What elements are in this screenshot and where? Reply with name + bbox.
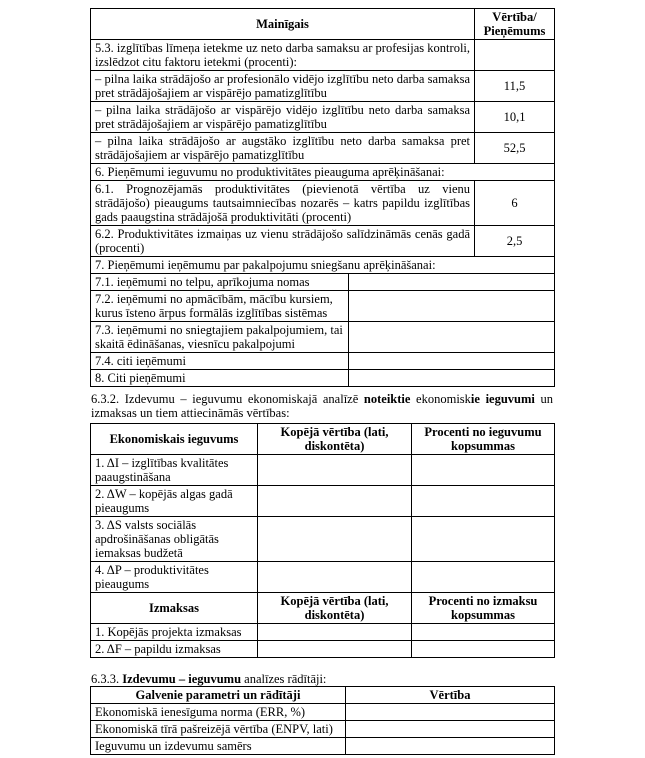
benefits-costs-table xyxy=(90,423,555,658)
benefit-row xyxy=(91,455,555,486)
cost-label: 2. ΔF – papildu izmaksas xyxy=(91,641,258,658)
benefit-label: 4. ΔP – produktivitātes pieaugums xyxy=(91,562,258,593)
benefits-header-col1: Ekonomiskais ieguvums xyxy=(91,424,258,455)
assumption-label: – pilna laika strādājošo ar profesionālo vidējo izglītību neto darba samaksa pret strādājošajiem ar vispārējo pamatizglītību xyxy=(91,71,475,102)
assumption-value: 52,5 xyxy=(475,133,555,164)
cost-label: 1. Kopējās projekta izmaksas xyxy=(91,624,258,641)
benefit-total-value xyxy=(258,486,412,517)
indicator-label: Ekonomiskā ienesīguma norma (ERR, %) xyxy=(91,704,346,721)
cost-row xyxy=(91,641,555,658)
benefit-label: 2. ΔW – kopējās algas gadā pieaugums xyxy=(91,486,258,517)
indicator-row xyxy=(91,738,555,755)
indicator-label: Ieguvumu un izdevumu samērs xyxy=(91,738,346,755)
assumption-label: 6.1. Prognozējamās produktivitātes (pievienotā vērtība uz vienu strādājošo) pieaugums tautsaimniecības nozarēs – katrs papildu izglītības gads paaugstina strādājošā produktivitāti (procenti) xyxy=(91,181,475,226)
assumption-value xyxy=(475,40,555,71)
costs-header-col3: Procenti no izmaksu kopsummas xyxy=(412,593,555,624)
assumption-value xyxy=(349,274,555,291)
benefit-total-value xyxy=(258,455,412,486)
cost-total-value xyxy=(258,624,412,641)
indicators-header-row xyxy=(91,687,555,704)
header-variable: Mainīgais xyxy=(91,9,475,40)
benefits-header-col3: Procenti no ieguvumu kopsummas xyxy=(412,424,555,455)
indicators-header-col2: Vērtība xyxy=(346,687,555,704)
benefit-total-value xyxy=(258,517,412,562)
indicator-value xyxy=(346,721,555,738)
benefits-header-row xyxy=(91,424,555,455)
assumption-label: 6.2. Produktivitātes izmaiņas uz vienu strādājošo salīdzināmās cenās gadā (procenti) xyxy=(91,226,475,257)
assumption-label: 7.1. ieņēmumi no telpu, aprīkojuma nomas xyxy=(91,274,349,291)
assumption-row xyxy=(91,370,555,387)
indicator-value xyxy=(346,704,555,721)
benefit-row xyxy=(91,486,555,517)
assumption-row xyxy=(91,102,555,133)
indicators-table xyxy=(90,686,555,755)
assumption-row xyxy=(91,257,555,274)
assumption-label: 7.3. ieņēmumi no sniegtajiem pakalpojumiem, tai skaitā ēdināšanas, viesnīcu pakalpojumi xyxy=(91,322,349,353)
assumption-row xyxy=(91,71,555,102)
benefit-percent xyxy=(412,562,555,593)
cost-row xyxy=(91,624,555,641)
assumption-section-label: 7. Pieņēmumi ieņēmumu par pakalpojumu sniegšanu aprēķināšanai: xyxy=(91,257,555,274)
assumption-label: – pilna laika strādājošo ar vispārējo vidējo izglītību neto darba samaksa pret strādājošajiem ar vispārējo pamatizglītību xyxy=(91,102,475,133)
assumption-value xyxy=(349,353,555,370)
section-6-3-2-text: 6.3.2. Izdevumu – ieguvumu ekonomiskajā analīzē noteiktie ekonomiskie ieguvumi un izmaksas un tiem attiecināmās vērtības: xyxy=(91,392,553,420)
assumption-value xyxy=(349,370,555,387)
assumptions-table xyxy=(90,8,555,387)
assumption-row xyxy=(91,226,555,257)
benefit-row xyxy=(91,517,555,562)
assumption-row xyxy=(91,40,555,71)
assumption-label: 8. Citi pieņēmumi xyxy=(91,370,349,387)
cost-percent xyxy=(412,624,555,641)
section-6-3-3-text: 6.3.3. Izdevumu – ieguvumu analīzes rādītāji: xyxy=(91,672,327,686)
assumption-value: 11,5 xyxy=(475,71,555,102)
assumption-row xyxy=(91,291,555,322)
cost-percent xyxy=(412,641,555,658)
benefit-percent xyxy=(412,517,555,562)
benefit-percent xyxy=(412,486,555,517)
assumption-value xyxy=(349,291,555,322)
assumption-row xyxy=(91,274,555,291)
assumption-value: 10,1 xyxy=(475,102,555,133)
assumption-label: 7.2. ieņēmumi no apmācībām, mācību kursiem, kurus īsteno ārpus formālās izglītības sistēmas xyxy=(91,291,349,322)
costs-header-col1: Izmaksas xyxy=(91,593,258,624)
benefit-total-value xyxy=(258,562,412,593)
assumption-value: 6 xyxy=(475,181,555,226)
indicators-header-col1: Galvenie parametri un rādītāji xyxy=(91,687,346,704)
cost-total-value xyxy=(258,641,412,658)
indicator-label: Ekonomiskā tīrā pašreizējā vērtība (ENPV, lati) xyxy=(91,721,346,738)
assumption-section-label: 6. Pieņēmumi ieguvumu no produktivitātes pieauguma aprēķināšanai: xyxy=(91,164,555,181)
assumption-row xyxy=(91,353,555,370)
assumption-row xyxy=(91,133,555,164)
costs-header-row xyxy=(91,593,555,624)
assumption-row xyxy=(91,164,555,181)
benefit-label: 3. ΔS valsts sociālās apdrošināšanas obligātās iemaksas budžetā xyxy=(91,517,258,562)
assumption-value xyxy=(349,322,555,353)
assumption-row xyxy=(91,181,555,226)
assumption-label: 5.3. izglītības līmeņa ietekme uz neto darba samaksu ar profesijas kontroli, izslēdzot citu faktoru ietekmi (procenti): xyxy=(91,40,475,71)
assumptions-header-row xyxy=(91,9,555,40)
benefits-header-col2: Kopējā vērtība (lati, diskontēta) xyxy=(258,424,412,455)
indicator-row xyxy=(91,704,555,721)
assumption-value: 2,5 xyxy=(475,226,555,257)
costs-header-col2: Kopējā vērtība (lati, diskontēta) xyxy=(258,593,412,624)
header-value: Vērtība/ Pieņēmums xyxy=(475,9,555,40)
assumption-label: – pilna laika strādājošo ar augstāko izglītību neto darba samaksa pret strādājošajiem ar vispārējo pamatizglītību xyxy=(91,133,475,164)
assumption-row xyxy=(91,322,555,353)
indicator-row xyxy=(91,721,555,738)
indicator-value xyxy=(346,738,555,755)
assumption-label: 7.4. citi ieņēmumi xyxy=(91,353,349,370)
benefit-label: 1. ΔI – izglītības kvalitātes paaugstināšana xyxy=(91,455,258,486)
benefit-row xyxy=(91,562,555,593)
benefit-percent xyxy=(412,455,555,486)
